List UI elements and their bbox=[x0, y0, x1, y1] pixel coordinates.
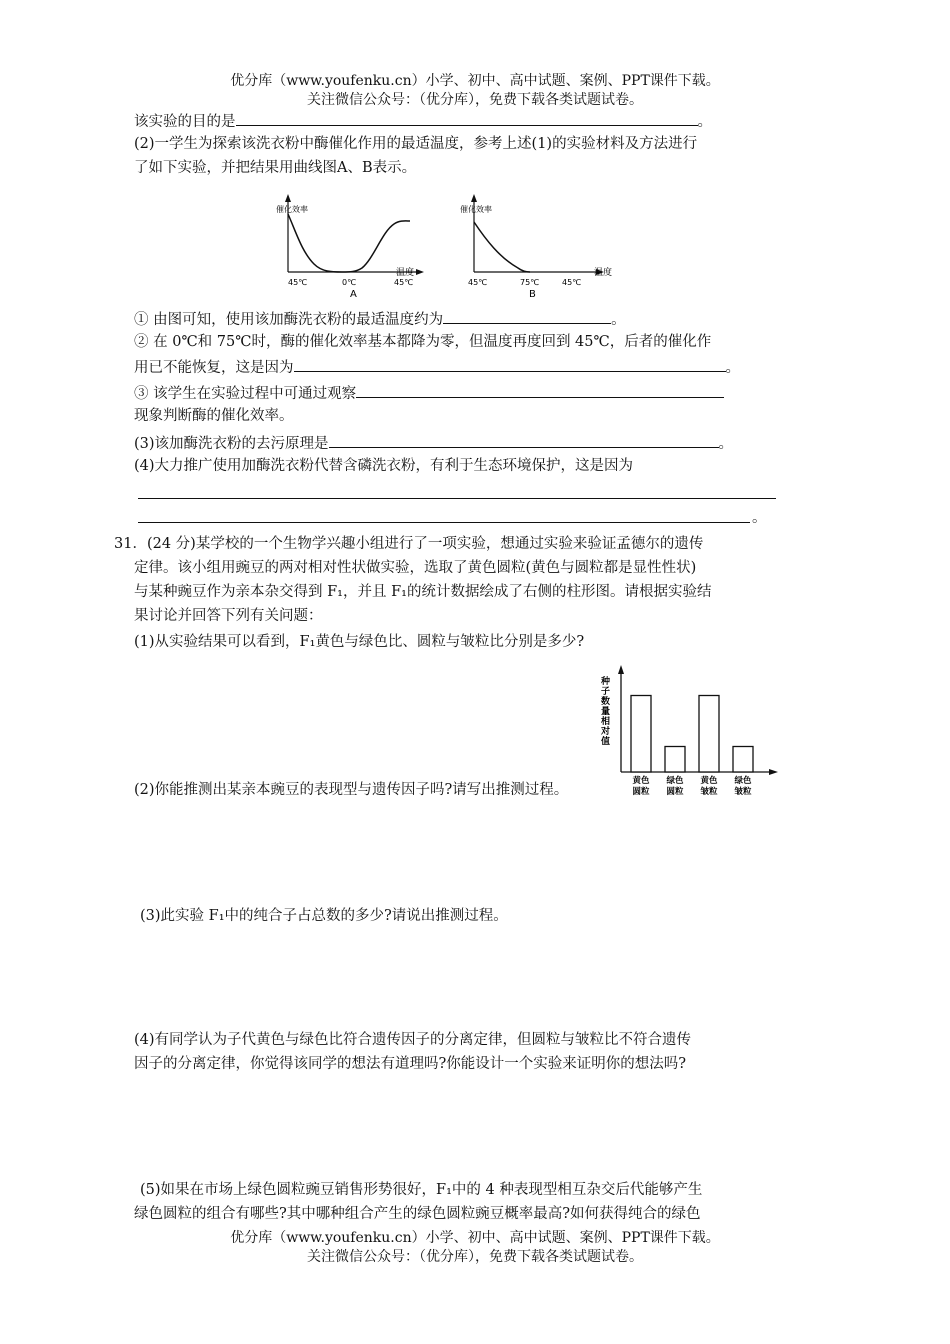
q30-sub2-line1: ② 在 0℃和 75℃时，酶的催化效率基本都降为零，但温度再度回到 45℃，后者的催化作 bbox=[134, 334, 712, 350]
bar-4 bbox=[733, 747, 753, 773]
bar-2-label-1: 绿色 bbox=[666, 776, 684, 786]
bar-chart-ylabel-char: 对 bbox=[601, 727, 611, 737]
bar-1-label-1: 黄色 bbox=[632, 776, 650, 786]
q31-part3: (3)此实验 F₁中的纯合子占总数的多少?请说出推测过程。 bbox=[140, 908, 508, 924]
graph-b-tick-1: 45℃ bbox=[468, 278, 488, 287]
graph-a-x-arrow bbox=[416, 269, 424, 275]
answer-blank[interactable] bbox=[443, 308, 611, 324]
bar-4-label-1: 绿色 bbox=[734, 776, 752, 786]
bar-chart-ylabel-char: 量 bbox=[601, 707, 611, 717]
answer-blank[interactable] bbox=[294, 356, 726, 372]
q31-part4-line2: 因子的分离定律，你觉得该同学的想法有道理吗?你能设计一个实验来证明你的想法吗? bbox=[134, 1056, 687, 1072]
header-line-1: 优分库（www.youfenku.cn）小学、初中、高中试题、案例、PPT课件下载。 bbox=[230, 73, 720, 89]
q31-line4: 果讨论并回答下列有关问题： bbox=[134, 608, 323, 624]
graph-a-tick-3: 45℃ bbox=[394, 278, 414, 287]
q30-part4: (4)大力推广使用加酶洗衣粉代替含磷洗衣粉，有利于生态环境保护，这是因为 bbox=[134, 458, 634, 474]
graph-a-tick-1: 45℃ bbox=[288, 278, 308, 287]
graph-b bbox=[452, 192, 622, 300]
q30-sub3-line2: 现象判断酶的催化效率。 bbox=[134, 408, 294, 424]
q30-end-mark: 。 bbox=[752, 510, 767, 526]
bar-chart-ylabel-char: 相 bbox=[601, 717, 611, 727]
bar-3-label-2: 皱粒 bbox=[700, 787, 718, 797]
graph-a-ylabel: 催化效率 bbox=[276, 205, 308, 214]
bar-chart-x-arrow bbox=[769, 769, 778, 775]
answer-line-2[interactable] bbox=[138, 522, 750, 523]
q31-part5-line2: 绿色圆粒的组合有哪些?其中哪种组合产生的绿色圆粒豌豆概率最高?如何获得纯合的绿色 bbox=[134, 1206, 701, 1222]
q30-purpose: 该实验的目的是 。 bbox=[134, 110, 712, 132]
graph-a-curve bbox=[288, 214, 410, 272]
q31-part2: (2)你能推测出某亲本豌豆的表现型与遗传因子吗?请写出推测过程。 bbox=[134, 782, 569, 798]
q31-line3: 与某种豌豆作为亲本杂交得到 F₁，并且 F₁的统计数据绘成了右侧的柱形图。请根据实验结 bbox=[134, 584, 712, 600]
bar-2-label-2: 圆粒 bbox=[666, 787, 684, 797]
bar-1 bbox=[631, 696, 651, 773]
bar-chart bbox=[585, 662, 785, 804]
q30-sub2-line2: 用已不能恢复，这是因为 。 bbox=[134, 356, 740, 378]
q30-part2-line2: 了如下实验，并把结果用曲线图A、B表示。 bbox=[134, 160, 417, 176]
q31-part5-line1: (5)如果在市场上绿色圆粒豌豆销售形势很好，F₁中的 4 种表现型相互杂交后代能够产生 bbox=[140, 1182, 703, 1198]
bar-4-label-2: 皱粒 bbox=[734, 787, 752, 797]
bar-chart-ylabel-char: 值 bbox=[601, 737, 611, 747]
bar-chart-ylabel-char: 种 bbox=[601, 677, 611, 687]
graph-a bbox=[270, 192, 430, 300]
q30-part2-line1: (2)一学生为探索该洗衣粉中酶催化作用的最适温度，参考上述(1)的实验材料及方法进行 bbox=[134, 136, 698, 152]
bar-chart-ylabel bbox=[600, 675, 610, 747]
bar-2 bbox=[665, 747, 685, 773]
bar-chart-ylabel-char: 数 bbox=[601, 697, 611, 707]
graph-b-curve bbox=[474, 222, 530, 272]
graph-b-ylabel: 催化效率 bbox=[460, 205, 492, 214]
q31-part1: (1)从实验结果可以看到，F₁黄色与绿色比、圆粒与皱粒比分别是多少? bbox=[134, 634, 585, 650]
q30-sub3-line1: ③ 该学生在实验过程中可通过观察 bbox=[134, 382, 724, 404]
graph-b-name: B bbox=[529, 289, 536, 300]
graph-a-name: A bbox=[350, 289, 357, 300]
footer-line-2: 关注微信公众号：（优分库），免费下载各类试题试卷。 bbox=[307, 1249, 643, 1265]
bar-chart-y-arrow bbox=[618, 665, 624, 674]
q30-part3: (3)该加酶洗衣粉的去污原理是 。 bbox=[134, 432, 733, 454]
q31-part4-line1: (4)有同学认为子代黄色与绿色比符合遗传因子的分离定律，但圆粒与皱粒比不符合遗传 bbox=[134, 1032, 692, 1048]
q31-line1: 31．(24 分)某学校的一个生物学兴趣小组进行了一项实验，想通过实验来验证孟德尔的遗传 bbox=[114, 536, 704, 552]
bar-3 bbox=[699, 696, 719, 773]
graph-b-xlabel: 温度 bbox=[594, 268, 613, 278]
bar-chart-ylabel-char: 子 bbox=[601, 687, 611, 697]
answer-blank[interactable] bbox=[329, 432, 719, 448]
answer-line-1[interactable] bbox=[138, 498, 776, 499]
answer-blank[interactable] bbox=[236, 110, 698, 126]
bar-1-label-2: 圆粒 bbox=[632, 787, 650, 797]
q30-sub1: ① 由图可知，使用该加酶洗衣粉的最适温度约为 。 bbox=[134, 308, 626, 330]
graph-a-y-arrow bbox=[285, 194, 291, 202]
answer-blank[interactable] bbox=[356, 382, 724, 398]
header-line-2: 关注微信公众号：（优分库），免费下载各类试题试卷。 bbox=[307, 92, 643, 108]
graph-a-tick-2: 0℃ bbox=[342, 278, 357, 287]
graph-b-tick-3: 45℃ bbox=[562, 278, 582, 287]
graph-b-tick-2: 75℃ bbox=[520, 278, 540, 287]
q31-line2: 定律。该小组用豌豆的两对相对性状做实验，选取了黄色圆粒(黄色与圆粒都是显性性状) bbox=[134, 560, 697, 576]
graph-a-xlabel: 温度 bbox=[396, 268, 415, 278]
graph-b-y-arrow bbox=[471, 194, 477, 202]
footer-line-1: 优分库（www.youfenku.cn）小学、初中、高中试题、案例、PPT课件下载。 bbox=[230, 1230, 720, 1246]
bar-3-label-1: 黄色 bbox=[700, 776, 718, 786]
